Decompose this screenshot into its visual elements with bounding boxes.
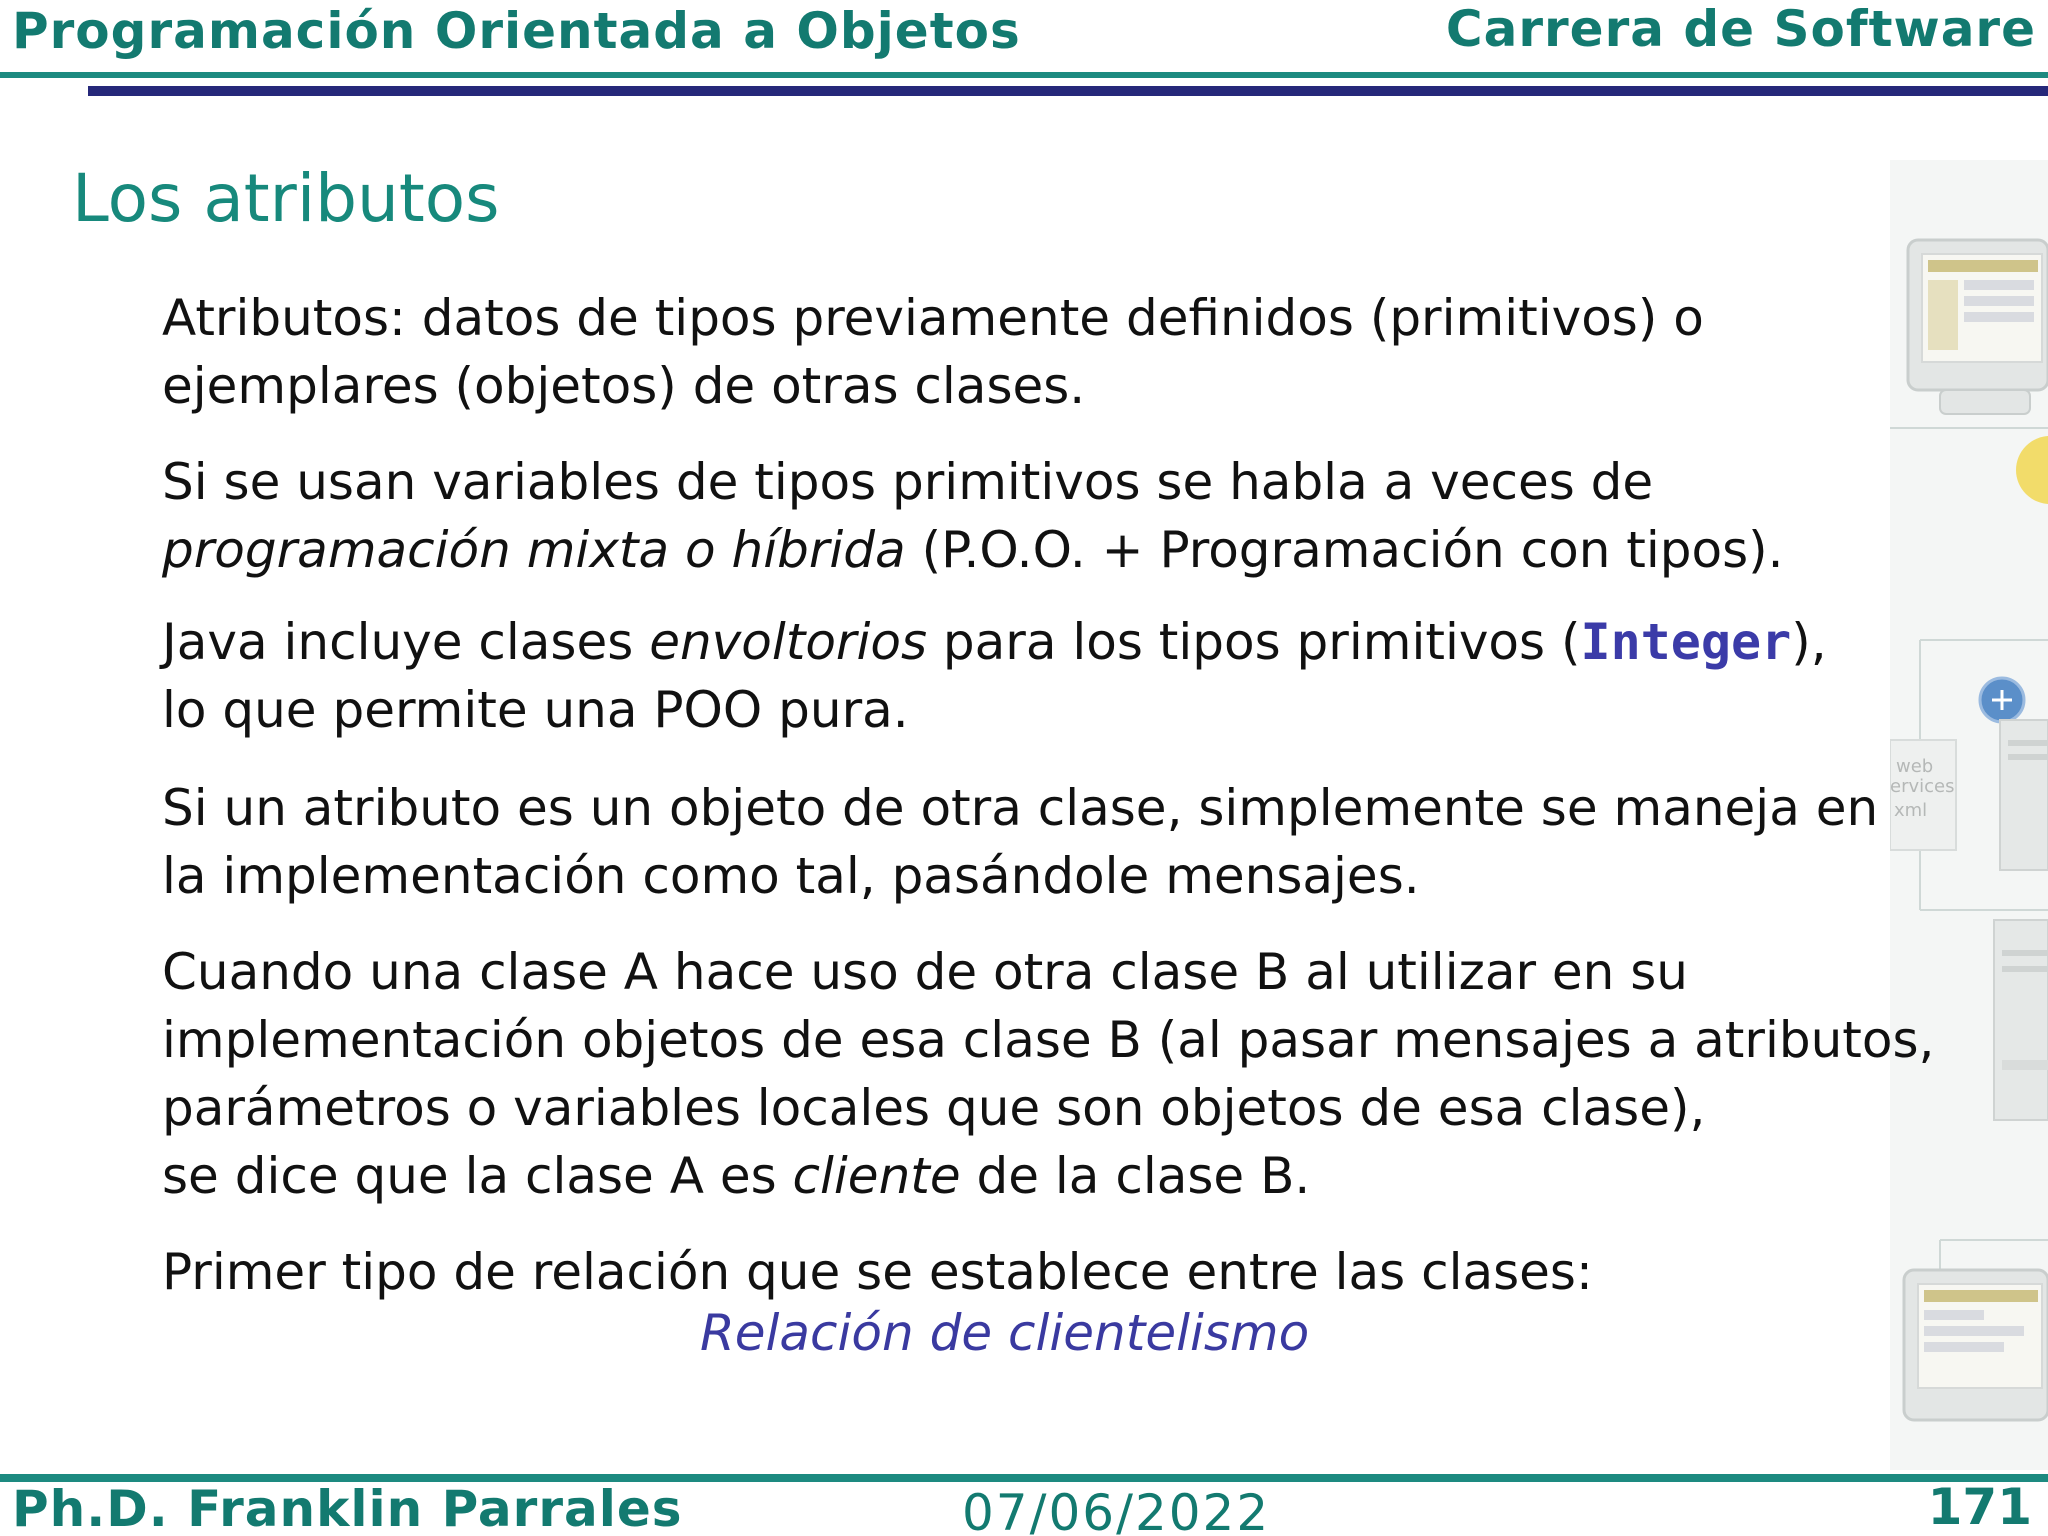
paragraph-3-text-c: ),	[1791, 613, 1827, 671]
paragraph-6	[162, 1238, 1593, 1306]
italic-term-cliente: cliente	[792, 1147, 961, 1205]
network-diagram-graphic	[1890, 160, 2048, 1470]
paragraph-5-text-a: se dice que la clase A es	[162, 1147, 793, 1205]
web-services-label-3: xml	[1894, 800, 1928, 821]
header-rule-teal	[0, 72, 2048, 78]
paragraph-1-line-2: ejemplares (objetos) de otras clases.	[162, 357, 1086, 415]
paragraph-2-line-2	[162, 516, 1784, 584]
server-icon-2	[1994, 920, 2048, 1120]
plus-circle-icon	[1980, 678, 2024, 722]
paragraph-3-line-1	[162, 608, 1827, 676]
monitor-icon-bottom	[1904, 1270, 2048, 1420]
paragraph-4-line-2: la implementación como tal, pasándole mensajes.	[162, 847, 1420, 905]
paragraph-2-line-2-rest: (P.O.O. + Programación con tipos).	[905, 521, 1784, 579]
server-icon-1	[2000, 720, 2048, 870]
paragraph-4	[162, 774, 1878, 910]
author-name: Ph.D. Franklin Parrales	[12, 1480, 683, 1536]
code-integer: Integer	[1580, 613, 1792, 671]
paragraph-1-line-1: Atributos: datos de tipos previamente definidos (primitivos) o	[162, 289, 1704, 347]
paragraph-3-line-2: lo que permite una POO pura.	[162, 681, 909, 739]
paragraph-3-text-b: para los tipos primitivos (	[927, 613, 1581, 671]
paragraph-5-line-1: Cuando una clase A hace uso de otra clase B al utilizar en su	[162, 943, 1689, 1001]
paragraph-5	[162, 938, 1934, 1210]
web-services-label-1: web	[1896, 756, 1934, 777]
monitor-icon-top	[1908, 240, 2048, 414]
paragraph-6-line-1: Primer tipo de relación que se establece entre las clases:	[162, 1243, 1593, 1301]
paragraph-4-line-1: Si un atributo es un objeto de otra clase, simplemente se maneja en	[162, 779, 1879, 837]
slide-title: Los atributos	[72, 160, 500, 237]
course-title: Programación Orientada a Objetos	[12, 2, 1021, 60]
paragraph-5-text-b: de la clase B.	[960, 1147, 1311, 1205]
paragraph-3-text-a: Java incluye clases	[162, 613, 650, 671]
paragraph-5-line-2: implementación objetos de esa clase B (al pasar mensajes a atributos,	[162, 1011, 1935, 1069]
paragraph-3	[162, 608, 1827, 744]
decorative-network-illustration	[1890, 160, 2048, 1470]
paragraph-2	[162, 448, 1784, 584]
paragraph-5-line-3: parámetros o variables locales que son objetos de esa clase),	[162, 1079, 1706, 1137]
program-name: Carrera de Software	[1445, 0, 2036, 58]
paragraph-2-line-1: Si se usan variables de tipos primitivos se habla a veces de	[162, 453, 1654, 511]
paragraph-1	[162, 284, 1704, 420]
paragraph-5-line-4	[162, 1142, 1934, 1210]
italic-term-envoltorios: envoltorios	[649, 613, 927, 671]
yellow-sphere-icon	[2016, 436, 2048, 504]
slide-date: 07/06/2022	[962, 1484, 1271, 1536]
page-number: 171	[1927, 1478, 2032, 1536]
web-services-label-2: ervices	[1890, 776, 1955, 797]
italic-term-programacion-mixta: programación mixta o híbrida	[162, 521, 906, 579]
relation-name: Relación de clientelismo	[700, 1304, 1310, 1362]
header-rule-navy	[88, 86, 2048, 96]
